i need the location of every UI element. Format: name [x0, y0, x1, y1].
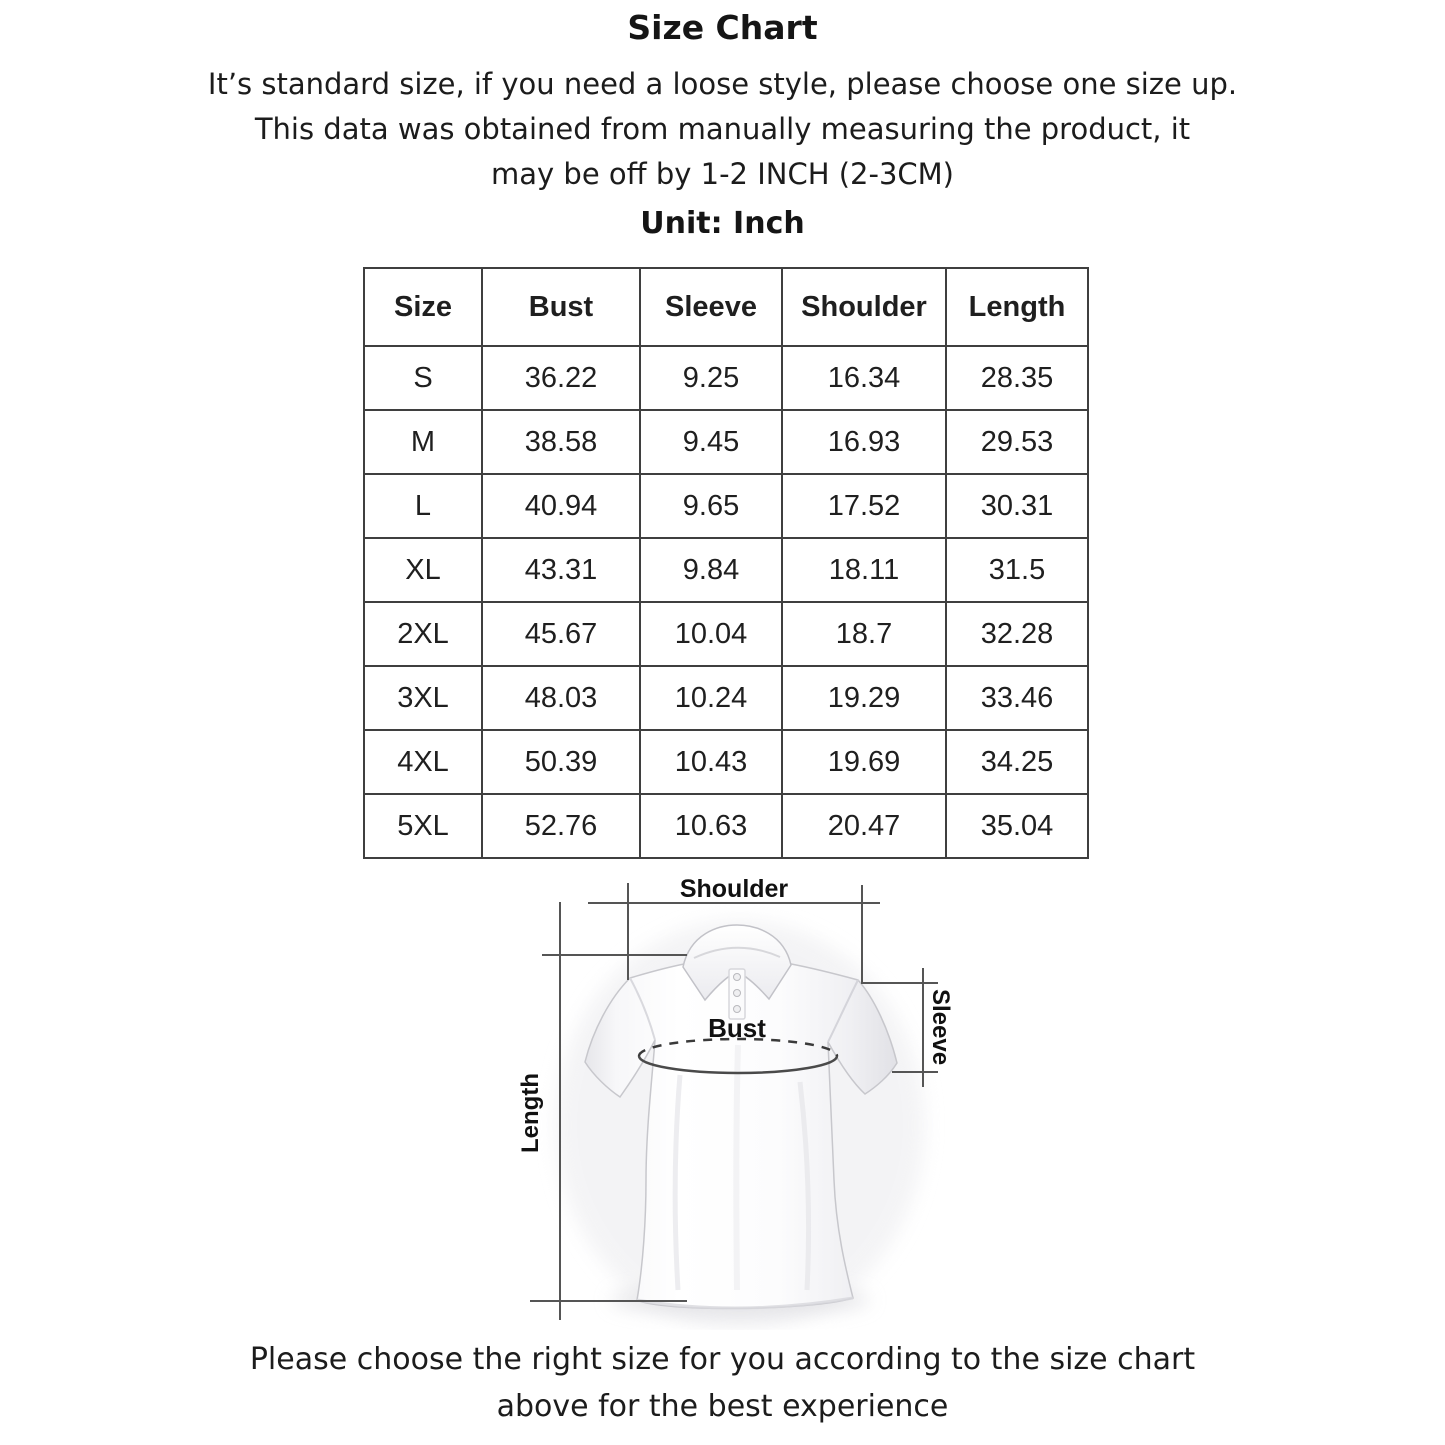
cell-value: 9.25	[640, 346, 782, 410]
cell-size: L	[364, 474, 482, 538]
cell-value: 34.25	[946, 730, 1088, 794]
table-row	[364, 730, 1088, 794]
cell-value: 9.65	[640, 474, 782, 538]
cell-value: 18.11	[782, 538, 946, 602]
cell-size: 5XL	[364, 794, 482, 858]
page-title: Size Chart	[627, 8, 818, 47]
description-line-3: may be off by 1-2 INCH (2-3CM)	[491, 157, 954, 191]
table-row	[364, 346, 1088, 410]
table-row	[364, 474, 1088, 538]
shirt-button	[734, 1006, 741, 1013]
cell-value: 35.04	[946, 794, 1088, 858]
cell-size: 2XL	[364, 602, 482, 666]
unit-label: Unit: Inch	[640, 206, 805, 241]
cell-value: 17.52	[782, 474, 946, 538]
cell-value: 29.53	[946, 410, 1088, 474]
cell-value: 10.24	[640, 666, 782, 730]
cell-size: 4XL	[364, 730, 482, 794]
cell-value: 10.04	[640, 602, 782, 666]
table-row	[364, 794, 1088, 858]
footer-note	[0, 1336, 1445, 1430]
measurement-diagram	[480, 870, 1000, 1330]
shirt-button	[734, 990, 741, 997]
cell-size: XL	[364, 538, 482, 602]
cell-size: S	[364, 346, 482, 410]
col-header-sleeve: Sleeve	[640, 268, 782, 346]
cell-value: 48.03	[482, 666, 640, 730]
cell-value: 16.93	[782, 410, 946, 474]
cell-size: M	[364, 410, 482, 474]
cell-value: 50.39	[482, 730, 640, 794]
table-row	[364, 602, 1088, 666]
length-label: Length	[517, 1073, 544, 1153]
cell-value: 19.29	[782, 666, 946, 730]
table-row	[364, 410, 1088, 474]
cell-value: 45.67	[482, 602, 640, 666]
cell-value: 36.22	[482, 346, 640, 410]
cell-value: 32.28	[946, 602, 1088, 666]
cell-size: 3XL	[364, 666, 482, 730]
cell-value: 43.31	[482, 538, 640, 602]
sleeve-label: Sleeve	[927, 988, 954, 1066]
table-row	[364, 666, 1088, 730]
footer-line-1: Please choose the right size for you according to the size chart	[249, 1342, 1196, 1377]
cell-value: 40.94	[482, 474, 640, 538]
cell-value: 10.63	[640, 794, 782, 858]
shoulder-label: Shoulder	[679, 875, 789, 903]
cell-value: 9.45	[640, 410, 782, 474]
cell-value: 30.31	[946, 474, 1088, 538]
cell-value: 38.58	[482, 410, 640, 474]
description-line-2: This data was obtained from manually measuring the product, it	[254, 112, 1191, 146]
cell-value: 10.43	[640, 730, 782, 794]
cell-value: 52.76	[482, 794, 640, 858]
cell-value: 16.34	[782, 346, 946, 410]
size-table	[363, 267, 1089, 859]
cell-value: 33.46	[946, 666, 1088, 730]
cell-value: 18.7	[782, 602, 946, 666]
shirt-button	[734, 974, 741, 981]
table-header-row	[364, 268, 1088, 346]
table-row	[364, 538, 1088, 602]
col-header-size: Size	[364, 268, 482, 346]
description-line-1: It’s standard size, if you need a loose style, please choose one size up.	[207, 67, 1238, 101]
cell-value: 28.35	[946, 346, 1088, 410]
col-header-length: Length	[946, 268, 1088, 346]
cell-value: 31.5	[946, 538, 1088, 602]
col-header-bust: Bust	[482, 268, 640, 346]
description-text	[0, 62, 1445, 197]
bust-label: Bust	[708, 1013, 766, 1043]
cell-value: 20.47	[782, 794, 946, 858]
cell-value: 9.84	[640, 538, 782, 602]
cell-value: 19.69	[782, 730, 946, 794]
col-header-shoulder: Shoulder	[782, 268, 946, 346]
footer-line-2: above for the best experience	[496, 1389, 949, 1424]
